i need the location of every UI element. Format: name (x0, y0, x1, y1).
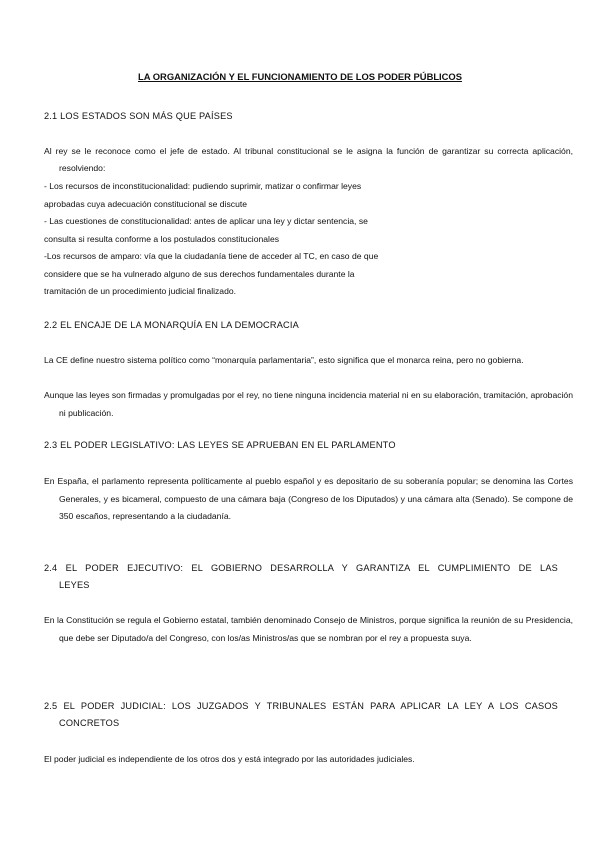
section-heading-2-1: 2.1 LOS ESTADOS SON MÁS QUE PAÍSES (44, 111, 233, 121)
list-line: - Los recursos de inconstitucionalidad: pudiendo suprimir, matizar o confirmar leyes (44, 181, 362, 191)
section-heading-2-2: 2.2 EL ENCAJE DE LA MONARQUÍA EN LA DEMOCRACIA (44, 320, 299, 330)
list-2-1 (44, 178, 558, 301)
paragraph-2-3: En España, el parlamento representa políticamente al pueblo español y es depositario de su soberanía popular; se denomina las Cortes Generales, y es bicameral, compuesto de una cámara baja (Congreso de los Diputados) y una cámara alta (Senado). Se compone de 350 escaños, representando a la ciudadanía. (44, 476, 573, 521)
document-title: LA ORGANIZACIÓN Y EL FUNCIONAMIENTO DE LOS PODER PÚBLICOS (138, 71, 462, 82)
list-line: - Las cuestiones de constitucionalidad: antes de aplicar una ley y dictar sentencia, se (44, 216, 368, 226)
paragraph-2-5: El poder judicial es independiente de los otros dos y está integrado por las autoridades judiciales. (44, 754, 415, 764)
heading-line: CONCRETOS (59, 718, 120, 728)
section-heading-2-5 (44, 698, 558, 732)
list-line: aprobadas cuya adecuación constitucional se discute (44, 198, 248, 209)
paragraph-2-2-a: La CE define nuestro sistema político como “monarquía parlamentaria”, esto significa que el monarca reina, pero no gobierna. (44, 355, 524, 365)
heading-line: LEYES (59, 580, 90, 590)
list-line: tramitación de un procedimiento judicial finalizado. (44, 286, 237, 296)
paragraph-2-2-b: Aunque las leyes son firmadas y promulgadas por el rey, no tiene ninguna incidencia material ni en su elaboración, tramitación, aprobación ni publicación. (44, 390, 573, 418)
list-line: -Los recursos de amparo: vía que la ciudadanía tiene de acceder al TC, en caso de que (44, 251, 379, 261)
paragraph-2-1-intro: Al rey se le reconoce como el jefe de estado. Al tribunal constitucional se le asigna la función de garantizar su correcta aplicación, resolviendo: (44, 146, 573, 173)
list-line: considere que se ha vulnerado alguno de sus derechos fundamentales durante la (44, 268, 355, 279)
heading-line: 2.4 EL PODER EJECUTIVO: EL GOBIERNO DESARROLLA Y GARANTIZA EL CUMPLIMIENTO DE LAS (44, 563, 558, 573)
heading-line: 2.5 EL PODER JUDICIAL: LOS JUZGADOS Y TRIBUNALES ESTÁN PARA APLICAR LA LEY A LOS CASOS (44, 701, 558, 711)
paragraph-2-4: En la Constitución se regula el Gobierno estatal, también denominado Consejo de Ministros, porque significa la reunión de su Presidencia, que debe ser Diputado/a del Congreso, con los/as Ministros/as que se nombran por el rey a propuesta suya. (44, 615, 573, 643)
list-line: consulta si resulta conforme a los postulados constitucionales (44, 233, 280, 244)
section-heading-2-3: 2.3 EL PODER LEGISLATIVO: LAS LEYES SE APRUEBAN EN EL PARLAMENTO (44, 440, 396, 450)
section-heading-2-4 (44, 560, 558, 594)
